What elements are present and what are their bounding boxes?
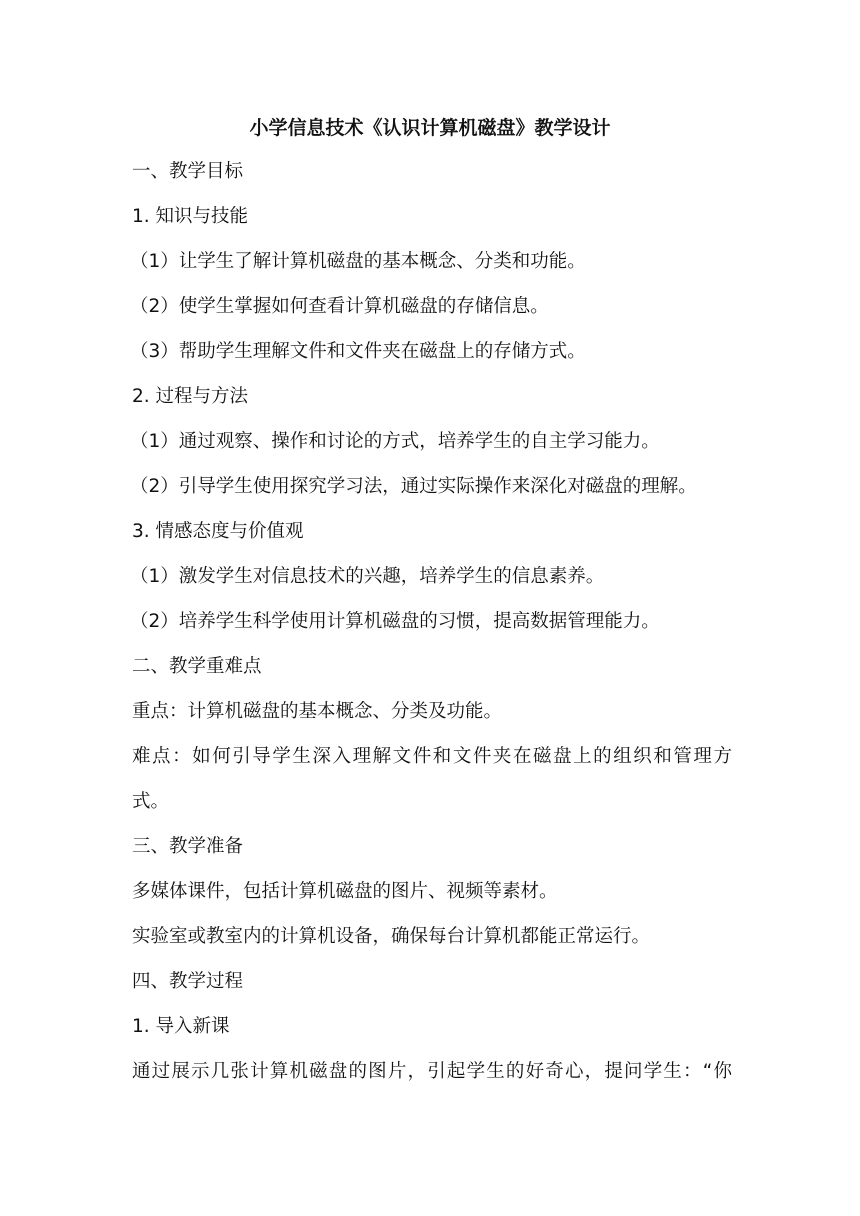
paragraph: 难点：如何引导学生深入理解文件和文件夹在磁盘上的组织和管理方 xyxy=(132,746,732,767)
paragraph: 式。 xyxy=(132,791,170,812)
subheading-knowledge-skills: 1. 知识与技能 xyxy=(132,206,249,227)
paragraph: （2）培养学生科学使用计算机磁盘的习惯，提高数据管理能力。 xyxy=(130,611,660,632)
paragraph: 多媒体课件，包括计算机磁盘的图片、视频等素材。 xyxy=(132,881,558,902)
paragraph: （1）激发学生对信息技术的兴趣，培养学生的信息素养。 xyxy=(130,566,605,587)
paragraph: （1）通过观察、操作和讨论的方式，培养学生的自主学习能力。 xyxy=(130,431,660,452)
section-heading-preparation: 三、教学准备 xyxy=(132,836,244,857)
paragraph: （2）引导学生使用探究学习法，通过实际操作来深化对磁盘的理解。 xyxy=(130,476,697,497)
paragraph: （2）使学生掌握如何查看计算机磁盘的存储信息。 xyxy=(130,296,549,317)
paragraph: （3）帮助学生理解文件和文件夹在磁盘上的存储方式。 xyxy=(130,341,586,362)
paragraph: 实验室或教室内的计算机设备，确保每台计算机都能正常运行。 xyxy=(132,926,651,947)
section-heading-process: 四、教学过程 xyxy=(132,971,244,992)
subheading-attitude-values: 3. 情感态度与价值观 xyxy=(132,521,304,542)
subheading-process-method: 2. 过程与方法 xyxy=(132,386,249,407)
paragraph: 通过展示几张计算机磁盘的图片，引起学生的好奇心，提问学生：“你 xyxy=(132,1061,732,1082)
section-heading-key-points: 二、教学重难点 xyxy=(132,656,262,677)
paragraph: 重点：计算机磁盘的基本概念、分类及功能。 xyxy=(132,701,503,722)
section-heading-objectives: 一、教学目标 xyxy=(132,161,244,182)
subheading-introduction: 1. 导入新课 xyxy=(132,1016,230,1037)
paragraph: （1）让学生了解计算机磁盘的基本概念、分类和功能。 xyxy=(130,251,586,272)
document-title: 小学信息技术《认识计算机磁盘》教学设计 xyxy=(249,117,611,139)
